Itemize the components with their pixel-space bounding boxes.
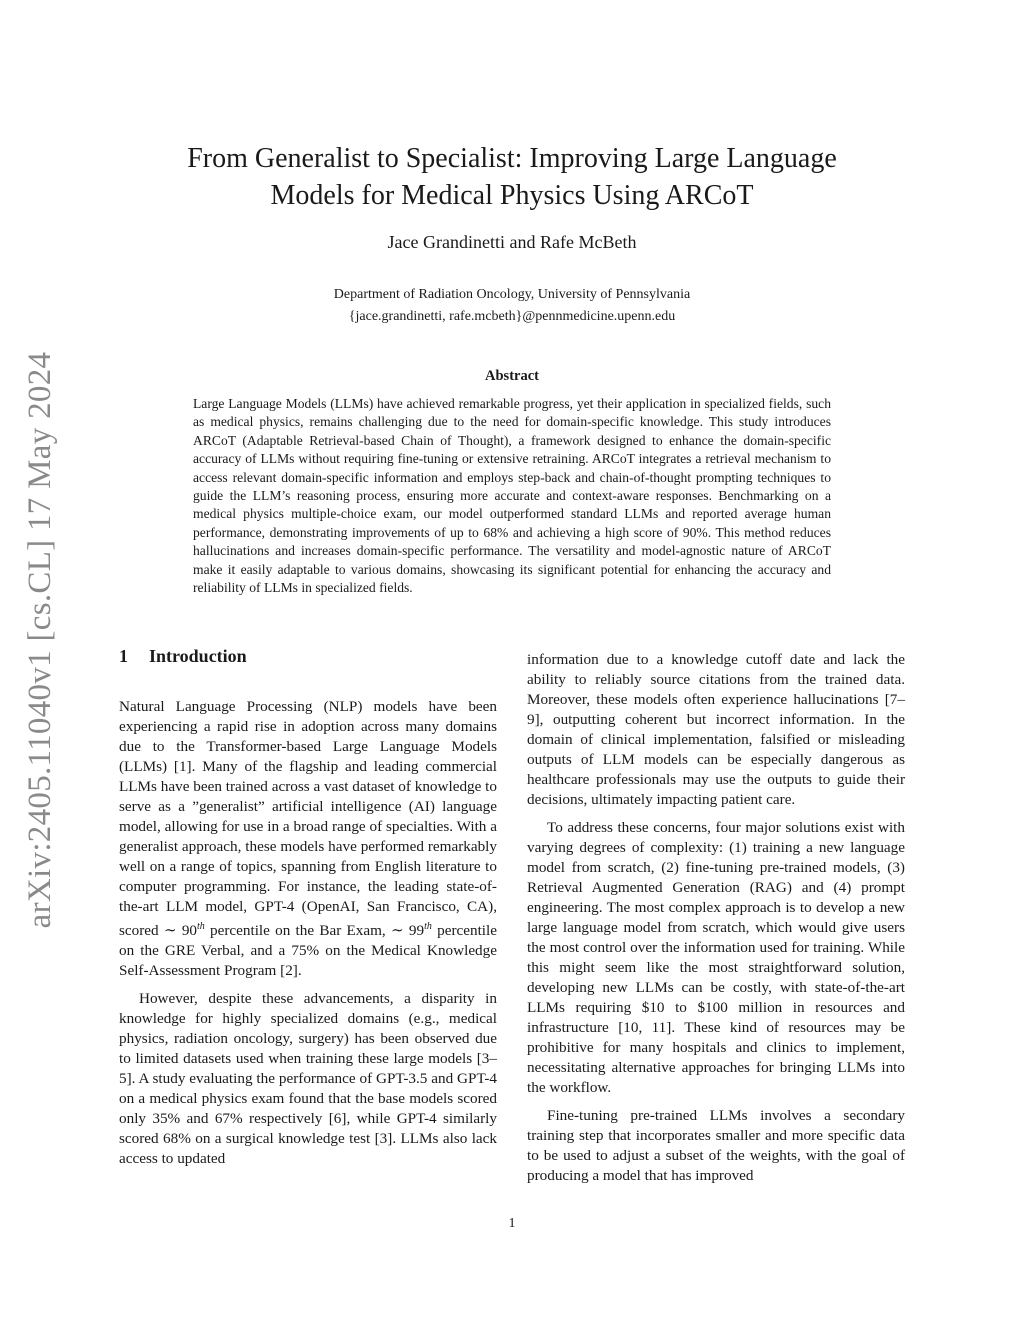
intro-paragraph-1 xyxy=(119,697,497,981)
intro-paragraph-5: Fine-tuning pre-trained LLMs involves a secondary training step that incorporates smaller and more specific data to be used to adjust a subset of the weights, with the goal of producing a model that has improved xyxy=(527,1107,905,1184)
intro-paragraph-2: However, despite these advancements, a disparity in knowledge for highly specialized domains (e.g., medical physics, radiation oncology, surgery) has been observed due to limited datasets used when training these large models [3–5]. A study evaluating the performance of GPT-3.5 and GPT-4 on a medical physics exam found that the base models scored only 35% and 67% respectively [6], while GPT-4 similarly scored 68% on a surgical knowledge test [3]. LLMs also lack access to updated xyxy=(119,990,497,1168)
section-number: 1 xyxy=(119,646,128,666)
right-column xyxy=(527,650,905,1194)
abstract-text: Large Language Models (LLMs) have achieved remarkable progress, yet their application in specialized fields, such as medical physics, remains challenging due to the need for domain-specific knowledge. This study introduces ARCoT (Adaptable Retrieval-based Chain of Thought), a framework designed to enhance the domain-specific accuracy of LLMs without requiring fine-tuning or extensive retraining. ARCoT integrates a retrieval mechanism to access relevant domain-specific information and employs step-back and chain-of-thought prompting techniques to guide the LLM’s reasoning process, ensuring more accurate and context-aware responses. Benchmarking on a medical physics multiple-choice exam, our model outperformed standard LLMs and reported average human performance, demonstrating improvements of up to 68% and achieving a high score of 90%. This method reduces hallucinations and increases domain-specific performance. The versatility and model-agnostic nature of ARCoT make it easily adaptable to various domains, showcasing its significant potential for enhancing the accuracy and reliability of LLMs in specialized fields. xyxy=(193,396,831,596)
intro-paragraph-1-part-3: percentile on the GRE Verbal, and a 75% on the Medical Knowledge Self-Assessment Program [2]. xyxy=(119,922,497,980)
section-heading-introduction xyxy=(119,646,247,667)
intro-paragraph-4: To address these concerns, four major solutions exist with varying degrees of complexity: (1) training a new language model from scratch, (2) fine-tuning pre-trained models, (3) Retrieval Augmented Generation (RAG) and (4) prompt engineering. The most complex approach is to develop a new large language model from scratch, which would give users the most control over the information used for training. While this might seem like the most straightforward solution, developing new LLMs can be costly, with state-of-the-art LLMs requiring $10 to $100 million in resources and infrastructure [10, 11]. These kind of resources may be prohibitive for many hospitals and clinics to implement, necessitating alternative approaches for bringing LLMs into the workflow. xyxy=(527,819,905,1096)
abstract-heading: Abstract xyxy=(485,368,539,384)
superscript-th-1: th xyxy=(197,921,205,932)
author-emails: {jace.grandinetti, rafe.mcbeth}@pennmedicine.upenn.edu xyxy=(348,309,676,324)
affiliation-block xyxy=(140,284,884,328)
intro-paragraph-1-part-2: percentile on the Bar Exam, ∼ 99 xyxy=(204,922,425,940)
arxiv-identifier-stamp: arXiv:2405.11040v1 [cs.CL] 17 May 2024 xyxy=(22,351,58,929)
intro-paragraph-3: information due to a knowledge cutoff date and lack the ability to reliably source citations from the trained data. Moreover, these models often experience hallucinations [7–9], outputting coherent but incorrect information. In the domain of clinical implementation, falsified or misleading outputs of LLM models can be especially dangerous as healthcare professionals may use the outputs to guide their decisions, ultimately impacting patient care. xyxy=(527,651,905,808)
title-line-1: From Generalist to Specialist: Improving Large Language xyxy=(187,143,837,174)
page-number: 1 xyxy=(508,1216,516,1231)
section-title: Introduction xyxy=(149,646,247,666)
left-column xyxy=(119,697,497,1177)
intro-paragraph-1-part-1: Natural Language Processing (NLP) models have been experiencing a rapid rise in adoption across many domains due to the Transformer-based Large Language Models (LLMs) [1]. Many of the flagship and leading commercial LLMs have been trained across a vast dataset of knowledge to serve as a ”generalist” artificial intelligence (AI) language model, allowing for use in a broad range of specialties. With a generalist approach, these models have performed remarkably well on a range of topics, spanning from English literature to computer programming. For instance, the leading state-of-the-art LLM model, GPT-4 (OpenAI, San Francisco, CA), scored ∼ 90 xyxy=(119,698,497,940)
affiliation: Department of Radiation Oncology, University of Pennsylvania xyxy=(333,287,691,302)
title-line-2: Models for Medical Physics Using ARCoT xyxy=(270,180,754,211)
paper-authors: Jace Grandinetti and Rafe McBeth xyxy=(387,232,637,252)
superscript-th-2: th xyxy=(424,921,432,932)
paper-title xyxy=(140,140,884,214)
